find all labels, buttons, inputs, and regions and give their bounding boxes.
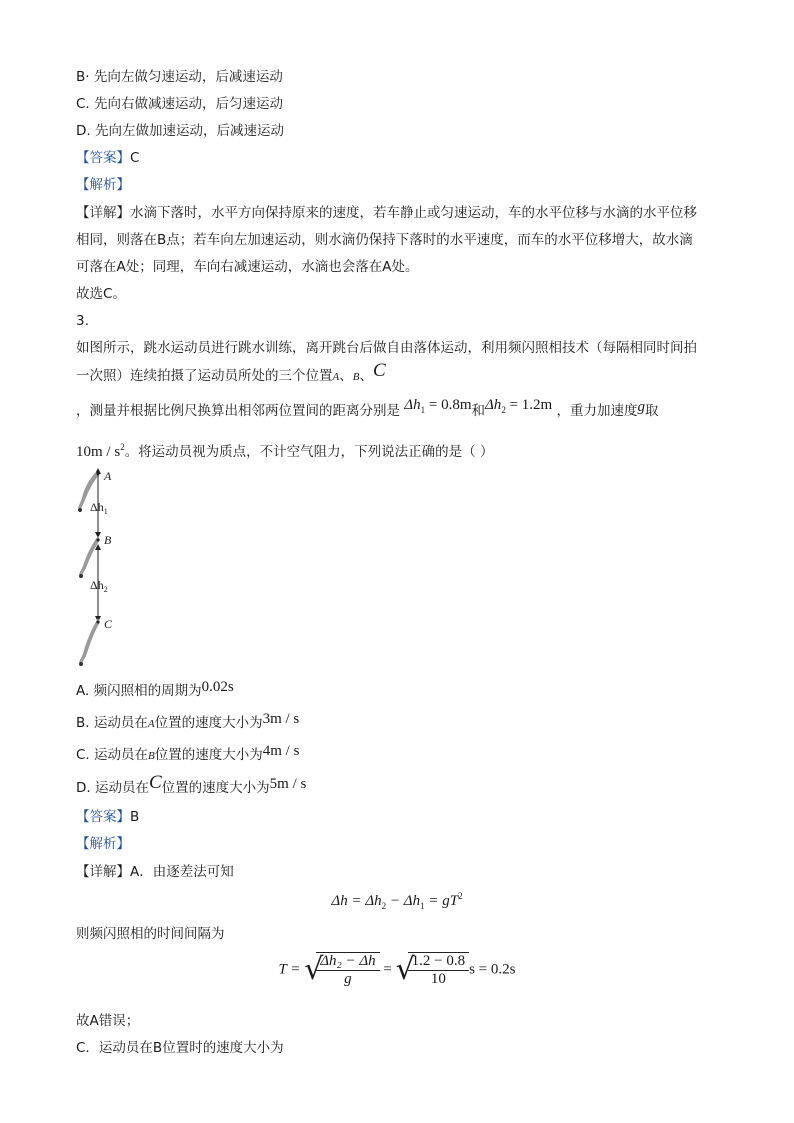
analysis-conclusion: 故选C。 [76, 286, 126, 302]
question-text-3a: ，测量并根据比例尺换算出相邻两位置间的距离分别是 [76, 403, 400, 419]
question-text-3b: ，重力加速度 [556, 403, 638, 419]
question-text-2a: 一次照）连续拍摄了运动员所处的三个位置 [76, 368, 333, 384]
eq2-equals: = [383, 961, 392, 978]
sep-2: 、 [359, 368, 373, 384]
sep-1: 、 [339, 368, 353, 384]
option-d-pos: C [148, 772, 162, 793]
eq2-sqrt-1: √ $\frac{\text{Δh₂ − Δh}}{g}$ [304, 952, 379, 988]
question-text-1: 如图所示，跳水运动员进行跳水训练，离开跳台后做自由落体运动，利用频闪照相技术（每隔相同时间拍 [76, 340, 697, 356]
analysis-q3-line-2: 则频闪照相的时间间隔为 [76, 926, 225, 942]
option-d: D. 先向左做加速运动，后减速运动 [76, 123, 284, 139]
analysis-line-2: 相同，则落在B点；若车向左加速运动，则水滴仍保持下落时的水平速度，而车的水平位移增大，故水滴 [76, 232, 693, 248]
analysis-line-3: 可落在A处；同理，车向右减速运动，水滴也会落在A处。 [76, 259, 419, 275]
question-text-3c: 取 [645, 403, 659, 419]
option-c-pos: B [148, 750, 155, 762]
fig-dh2: $\Delta h_2$ [90, 578, 108, 594]
option-c-q3: C. 运动员在B位置的速度大小为4m / s [76, 743, 300, 763]
diver-c [79, 618, 100, 666]
analysis-q3-line-1: 【详解】A．由逐差法可知 [76, 864, 234, 880]
question-text-2 [76, 360, 386, 386]
analysis-line-1: 【详解】水滴下落时，水平方向保持原来的速度，若车静止或匀速运动，车的水平位移与水滴的水平位移 [76, 205, 697, 221]
option-b-pos: A [147, 718, 155, 730]
option-a-value: 0.02s [201, 679, 234, 695]
diver-b [79, 536, 100, 578]
diver-figure-svg [72, 466, 152, 671]
option-a: A. 频闪照相的周期为0.02s [76, 679, 234, 699]
pos-c: C [372, 360, 386, 381]
question-text-3 [76, 397, 659, 425]
eq2-tail: s = 0.2s [469, 961, 516, 978]
equation-1: $\Delta h = \Delta h_2 - \Delta h_1 = gT^2$ [331, 891, 463, 911]
eq2-T: T = [278, 961, 301, 978]
option-b-q3: B. 运动员在A位置的速度大小为3m / s [76, 711, 300, 731]
fig-label-b: B [104, 533, 112, 547]
option-b: B· 先向左做匀速运动，后减速运动 [76, 69, 283, 85]
pos-b: B [352, 371, 360, 383]
option-d-value: 5m / s [269, 776, 307, 792]
option-c-value: 4m / s [262, 743, 300, 759]
analysis-q3-line-3: 故A错误； [76, 1013, 140, 1029]
analysis-q3-line-4: C．运动员在B位置时的速度大小为 [76, 1040, 284, 1056]
analysis-label-q3: 【解析】 [76, 836, 130, 852]
equation-2 [0, 952, 794, 988]
option-b-value: 3m / s [262, 711, 300, 727]
pos-a: A [332, 371, 340, 383]
fig-label-a: A [104, 469, 112, 483]
g-symbol: g [637, 399, 645, 415]
answer-row [76, 149, 139, 167]
question-number: 3. [76, 313, 89, 329]
and-text: 和 [471, 403, 485, 419]
eq2-sqrt-2: √ $\frac{1.2 - 0.8}{10}$ [396, 952, 469, 988]
fig-dh1: $\Delta h_1$ [90, 500, 108, 516]
analysis-label: 【解析】 [76, 177, 130, 193]
dh1-expr: $\Delta h_1 = 0.8m$ [404, 397, 472, 415]
answer-value: C [130, 150, 140, 166]
option-d-q3: D. 运动员在C位置的速度大小为5m / s [76, 772, 307, 796]
diver-figure [72, 466, 152, 675]
question-text-4a: 。将运动员视为质点，不计空气阻力，下列说法正确的是（ ） [124, 444, 494, 460]
answer-label-q3: 【答案】 [76, 809, 130, 825]
option-c: C. 先向右做减速运动，后匀速运动 [76, 96, 284, 112]
answer-label: 【答案】 [76, 150, 130, 166]
answer-row-q3 [76, 808, 139, 826]
fig-label-c: C [104, 617, 113, 631]
g-value: $10m / s^2$ [76, 442, 125, 460]
answer-value-q3: B [130, 809, 140, 825]
question-text-4 [76, 438, 493, 461]
dh2-expr: $\Delta h_2 = 1.2m$ [485, 397, 553, 415]
